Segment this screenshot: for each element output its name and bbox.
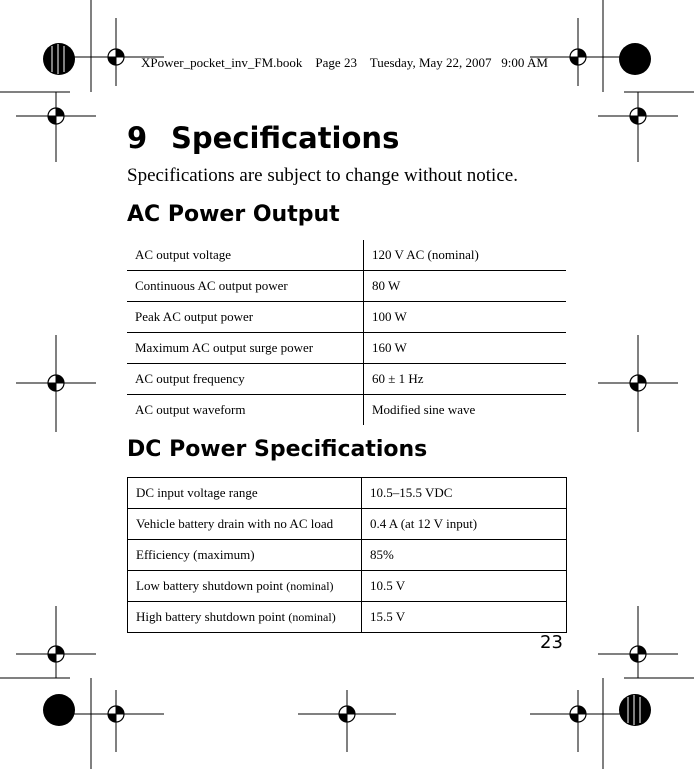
spec-value: 15.5 V (362, 602, 567, 633)
chapter-title-text: Specifications (171, 121, 400, 155)
spec-value: 85% (362, 540, 567, 571)
header-book: XPower_pocket_inv_FM.book (141, 55, 303, 70)
ac-spec-table (127, 240, 566, 425)
chapter-title (127, 121, 399, 155)
print-header (141, 55, 548, 71)
table-row (127, 240, 566, 271)
table-row (128, 571, 567, 602)
table-row (128, 602, 567, 633)
spec-label: Efficiency (maximum) (128, 540, 362, 571)
table-row (127, 395, 566, 426)
table-row (127, 333, 566, 364)
header-time: 9:00 AM (501, 55, 548, 70)
chapter-number: 9 (127, 121, 148, 155)
spec-label: High battery shutdown point (nominal) (128, 602, 362, 633)
spec-value: 80 W (364, 271, 567, 302)
spec-label: Low battery shutdown point (nominal) (128, 571, 362, 602)
table-row (128, 509, 567, 540)
table-row (127, 271, 566, 302)
spec-value: 100 W (364, 302, 567, 333)
spec-label: Peak AC output power (127, 302, 364, 333)
spec-value: 10.5–15.5 VDC (362, 478, 567, 509)
header-date: Tuesday, May 22, 2007 (369, 55, 492, 70)
spec-label: Continuous AC output power (127, 271, 364, 302)
table-row (127, 302, 566, 333)
spec-label: AC output frequency (127, 364, 364, 395)
page-number: 23 (540, 632, 563, 653)
spec-label: Vehicle battery drain with no AC load (128, 509, 362, 540)
table-row (128, 478, 567, 509)
spec-value: Modified sine wave (372, 402, 476, 417)
spec-value: 120 V AC (nominal) (364, 240, 567, 271)
spec-value: 10.5 V (362, 571, 567, 602)
table-row (127, 364, 566, 395)
spec-label: Maximum AC output surge power (127, 333, 364, 364)
table-row (128, 540, 567, 571)
spec-label: DC input voltage range (128, 478, 362, 509)
spec-label: AC output waveform (127, 395, 364, 426)
ac-heading: AC Power Output (127, 202, 340, 227)
spec-value: 0.4 A (at 12 V input) (362, 509, 567, 540)
dc-heading: DC Power Specifications (127, 437, 428, 462)
intro-text: Specifications are subject to change without notice. (127, 165, 518, 186)
dc-spec-table (127, 477, 567, 633)
header-page: Page 23 (315, 55, 357, 70)
spec-value: 160 W (364, 333, 567, 364)
spec-value: 60 ± 1 Hz (364, 364, 567, 395)
spec-label: AC output voltage (127, 240, 364, 271)
